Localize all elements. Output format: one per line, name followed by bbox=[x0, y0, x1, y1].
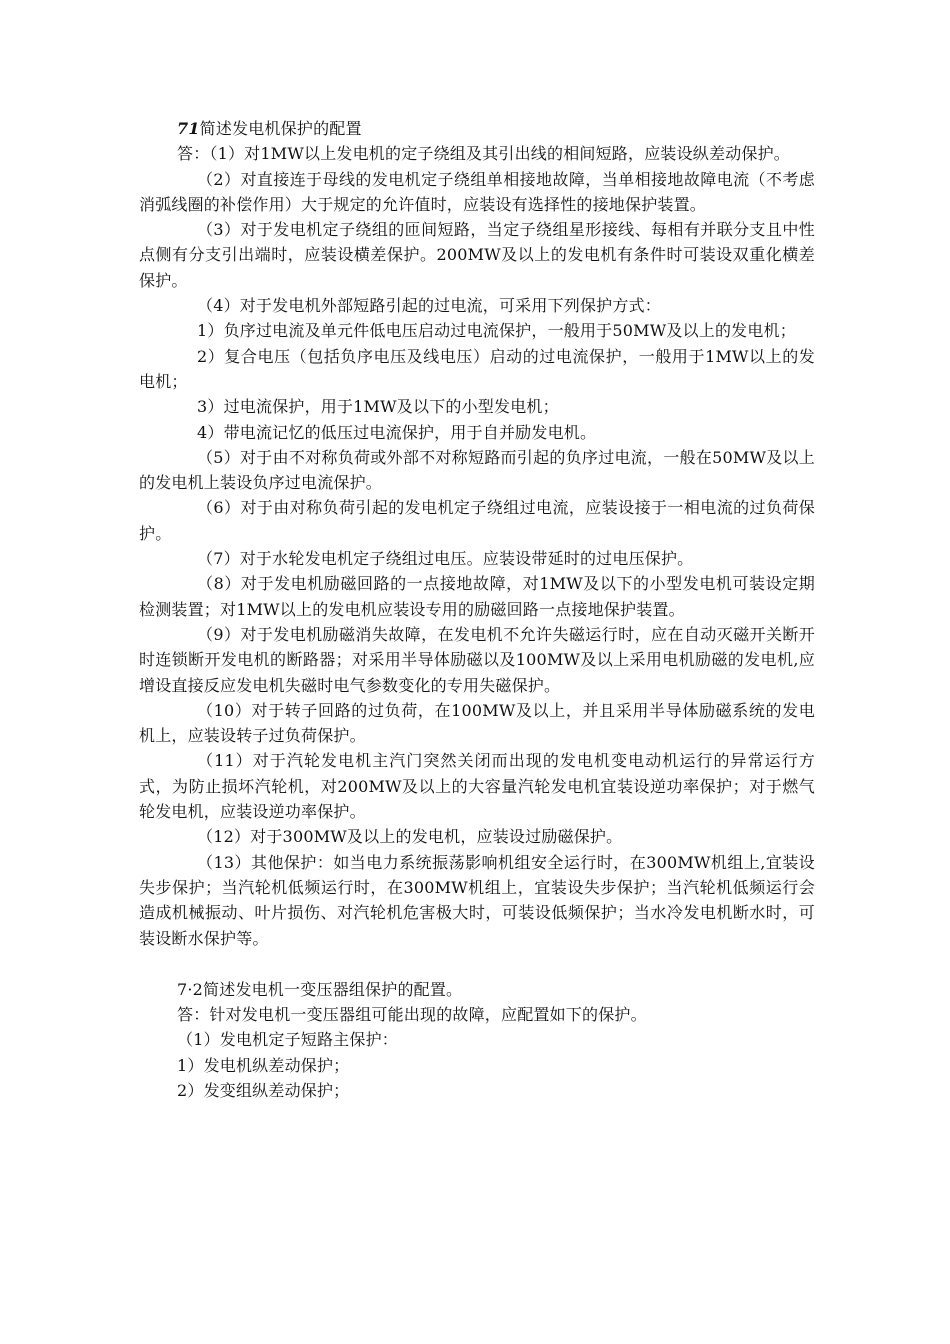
paragraph: 答：针对发电机一变压器组可能出现的故障，应配置如下的保护。 bbox=[177, 1005, 647, 1025]
section-title-text: 简述发电机保护的配置 bbox=[199, 119, 362, 138]
list-item: 2）发变组纵差动保护； bbox=[177, 1080, 350, 1100]
paragraph: （5）对于由不对称负荷或外部不对称短路而引起的负序过电流，一般在50MW及以上的发电机上装设负序过电流保护。 bbox=[139, 447, 815, 493]
section-number: 71 bbox=[177, 119, 200, 138]
paragraph: （4）对于发电机外部短路引起的过电流，可采用下列保护方式： bbox=[197, 296, 661, 316]
document-body bbox=[139, 116, 815, 1103]
list-item: 4）带电流记忆的低压过电流保护，用于自并励发电机。 bbox=[197, 422, 597, 442]
list-item: （1）发电机定子短路主保护： bbox=[177, 1030, 398, 1050]
paragraph: （9）对于发电机励磁消失故障，在发电机不允许失磁运行时，应在自动灭磁开关断开时连锁断开发电机的断路器；对采用半导体励磁以及100MW及以上采用电机励磁的发电机,应增设直接反应发电机失磁时电气参数变化的专用失磁保护。 bbox=[139, 624, 815, 695]
paragraph: （7）对于水轮发电机定子绕组过电压。应装设带延时的过电压保护。 bbox=[197, 549, 694, 569]
section-title-2: 7·2简述发电机一变压器组保护的配置。 bbox=[177, 979, 463, 999]
paragraph: （8）对于发电机励磁回路的一点接地故障，对1MW及以下的小型发电机可装设定期检测装置；对1MW以上的发电机应装设专用的励磁回路一点接地保护装置。 bbox=[139, 574, 815, 619]
paragraph: （10）对于转子回路的过负荷，在100MW及以上，并且采用半导体励磁系统的发电机上，应装设转子过负荷保护。 bbox=[139, 700, 815, 746]
section-gap bbox=[139, 951, 815, 977]
list-item: 2）复合电压（包括负序电压及线电压）启动的过电流保护，一般用于1MW以上的发电机； bbox=[139, 346, 815, 391]
paragraph: （2）对直接连于母线的发电机定子绕组单相接地故障，当单相接地故障电流（不考虑消弧线圈的补偿作用）大于规定的允许值时，应装设有选择性的接地保护装置。 bbox=[139, 169, 815, 214]
list-item: 1）发电机纵差动保护； bbox=[177, 1055, 350, 1075]
paragraph: （13）其他保护：如当电力系统振荡影响机组安全运行时，在300MW机组上,宜装设失步保护；当汽轮机低频运行时，在300MW机组上，宜装设失步保护；当汽轮机低频运行会造成机械振动、叶片损伤、对汽轮机危害极大时，可装设低频保护；当水冷发电机断水时，可装设断水保护等。 bbox=[139, 852, 815, 948]
section-title-1 bbox=[139, 116, 815, 141]
paragraph: （3）对于发电机定子绕组的匝间短路，当定子绕组星形接线、每相有并联分支且中性点侧有分支引出端时，应装设横差保护。200MW及以上的发电机有条件时可装设双重化横差保护。 bbox=[139, 220, 815, 290]
paragraph: （6）对于由对称负荷引起的发电机定子绕组过电流，应装设接于一相电流的过负荷保护。 bbox=[139, 498, 815, 543]
paragraph: （12）对于300MW及以上的发电机，应装设过励磁保护。 bbox=[197, 827, 623, 847]
list-item: 3）过电流保护，用于1MW及以下的小型发电机； bbox=[197, 397, 559, 417]
paragraph: （11）对于汽轮发电机主汽门突然关闭而出现的发电机变电动机运行的异常运行方式，为防止损坏汽轮机，对200MW及以上的大容量汽轮发电机宜装设逆功率保护；对于燃气轮发电机，应装设逆功率保护。 bbox=[139, 751, 815, 822]
list-item: 1）负序过电流及单元件低电压启动过电流保护，一般用于50MW及以上的发电机； bbox=[197, 321, 796, 341]
paragraph: 答：（1）对1MW以上发电机的定子绕组及其引出线的相间短路，应装设纵差动保护。 bbox=[177, 144, 790, 164]
